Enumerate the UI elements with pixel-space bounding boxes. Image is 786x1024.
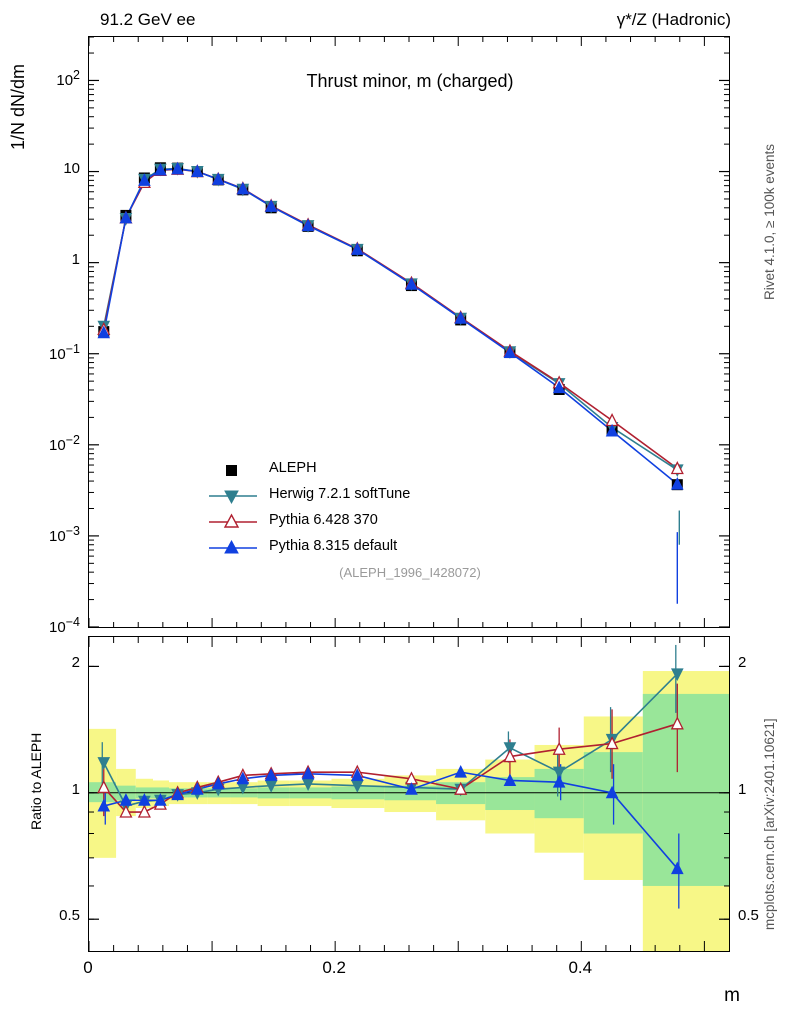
plot-title: Thrust minor, m (charged) [306, 71, 514, 91]
main-plot-canvas [89, 37, 729, 627]
x-tick-label: 0 [83, 958, 93, 977]
ratio-plot-canvas [89, 637, 729, 951]
analysis-watermark: (ALEPH_1996_I428072) [339, 565, 481, 580]
y-tick-label: 10 [63, 159, 80, 177]
y-tick-label: $10^{-2}$ [49, 432, 80, 454]
x-tick-label: 0.2 [322, 958, 346, 977]
y-tick-label: $10^{-3}$ [49, 523, 80, 545]
y-tick-label: 1 [71, 250, 80, 268]
x-tick-label: 0.4 [568, 958, 593, 977]
legend-marker-pythia6 [207, 509, 259, 535]
ratio-y-tick-label: 0.5 [59, 907, 80, 925]
side-label-rivet: Rivet 4.1.0, ≥ 100k events [762, 144, 777, 300]
header-right-label: γ*/Z (Hadronic) [616, 10, 731, 29]
y-axis-title: 1/N dN/dm [8, 63, 28, 150]
side-label-mcplots: mcplots.cern.ch [arXiv:2401.10621] [762, 718, 777, 930]
legend-label-aleph: ALEPH [269, 460, 317, 476]
x-axis-title: m [724, 985, 740, 1006]
ratio-plot-panel [88, 636, 730, 952]
legend-marker-herwig [207, 483, 259, 509]
ratio-y-axis-title: Ratio to ALEPH [28, 732, 44, 830]
legend-marker-pythia8 [207, 535, 259, 561]
legend-label-herwig: Herwig 7.2.1 softTune [269, 486, 411, 502]
main-plot-panel [88, 36, 730, 628]
ratio-y-tick-label: 2 [71, 654, 80, 672]
ratio-y-tick-label-right: 2 [738, 654, 747, 672]
legend-label-pythia6: Pythia 6.428 370 [269, 512, 378, 528]
y-tick-label: $10^{-4}$ [49, 615, 80, 636]
legend-label-pythia8: Pythia 8.315 default [269, 538, 398, 554]
y-tick-label: $10^{-1}$ [49, 341, 80, 363]
y-tick-label: $10^2$ [56, 68, 80, 90]
header-left-label: 91.2 GeV ee [100, 10, 196, 29]
legend-marker-aleph [207, 457, 259, 483]
ratio-y-tick-label-right: 1 [738, 780, 747, 798]
ratio-y-tick-label: 1 [71, 780, 80, 798]
ratio-y-tick-label-right: 0.5 [738, 907, 759, 925]
